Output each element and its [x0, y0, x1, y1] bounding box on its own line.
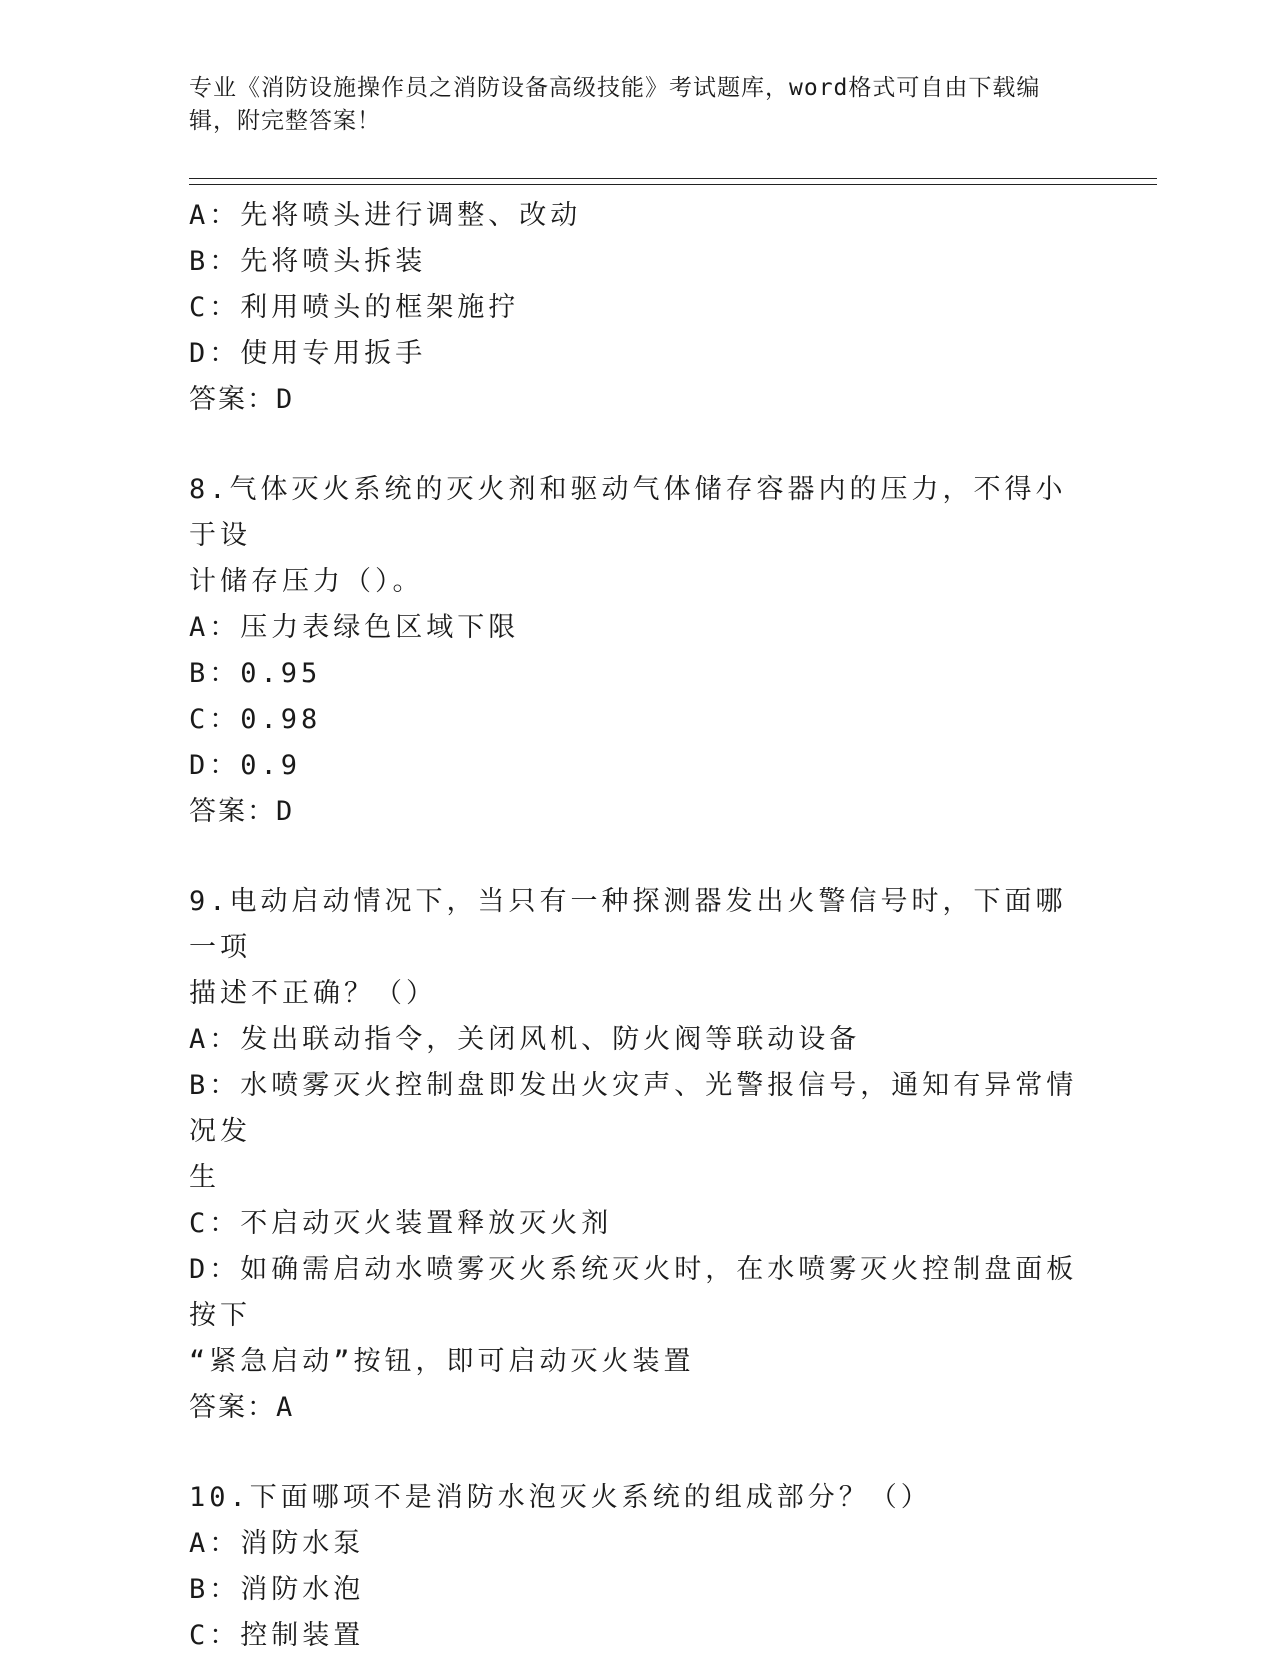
document-header [189, 72, 1089, 138]
q9-option-d-line-1: D：如确需启动水喷雾灭火系统灭火时，在水喷雾灭火控制盘面板按下 [189, 1254, 1078, 1331]
question-list [189, 193, 1089, 1659]
q10-option-b: B：消防水泡 [189, 1574, 365, 1605]
q9-stem-line-1: 9.电动启动情况下，当只有一种探测器发出火警信号时，下面哪一项 [189, 886, 1067, 963]
q8-stem-line-1: 8.气体灭火系统的灭火剂和驱动气体储存容器内的压力，不得小于设 [189, 474, 1067, 551]
spacer [189, 1431, 1089, 1475]
question-8 [189, 467, 1089, 835]
q7-option-b: B：先将喷头拆装 [189, 246, 427, 277]
q9-answer: 答案：A [189, 1392, 295, 1423]
q9-option-b-line-2: 生 [189, 1162, 220, 1193]
q9-stem-line-2: 描述不正确？（） [189, 978, 437, 1009]
q7-option-a: A：先将喷头进行调整、改动 [189, 200, 582, 231]
q8-option-b: B：0.95 [189, 658, 322, 689]
q7-option-d: D：使用专用扳手 [189, 338, 427, 369]
q9-option-a: A：发出联动指令，关闭风机、防火阀等联动设备 [189, 1024, 861, 1055]
question-10 [189, 1475, 1089, 1659]
q8-option-c: C：0.98 [189, 704, 322, 735]
q10-stem: 10.下面哪项不是消防水泡灭火系统的组成部分？（） [189, 1482, 932, 1513]
q9-option-b-line-1: B：水喷雾灭火控制盘即发出火灾声、光警报信号，通知有异常情况发 [189, 1070, 1078, 1147]
header-divider-bottom [189, 184, 1157, 185]
q8-option-d: D：0.9 [189, 750, 302, 781]
q8-answer: 答案：D [189, 796, 295, 827]
q10-option-c: C：控制装置 [189, 1620, 365, 1651]
q9-option-d-line-2: “紧急启动”按钮，即可启动灭火装置 [189, 1346, 695, 1377]
q7-answer: 答案：D [189, 384, 295, 415]
spacer [189, 835, 1089, 879]
question-7-tail [189, 193, 1089, 423]
q10-option-a: A：消防水泵 [189, 1528, 365, 1559]
header-divider-top [189, 178, 1157, 179]
q9-option-c: C：不启动灭火装置释放灭火剂 [189, 1208, 613, 1239]
spacer [189, 423, 1089, 467]
q8-option-a: A：压力表绿色区域下限 [189, 612, 520, 643]
question-9 [189, 879, 1089, 1431]
header-line-2: 辑，附完整答案！ [189, 108, 381, 134]
header-line-1: 专业《消防设施操作员之消防设备高级技能》考试题库，word格式可自由下载编 [189, 75, 1041, 101]
q8-stem-line-2: 计储存压力（）。 [189, 566, 424, 597]
q7-option-c: C：利用喷头的框架施拧 [189, 292, 520, 323]
